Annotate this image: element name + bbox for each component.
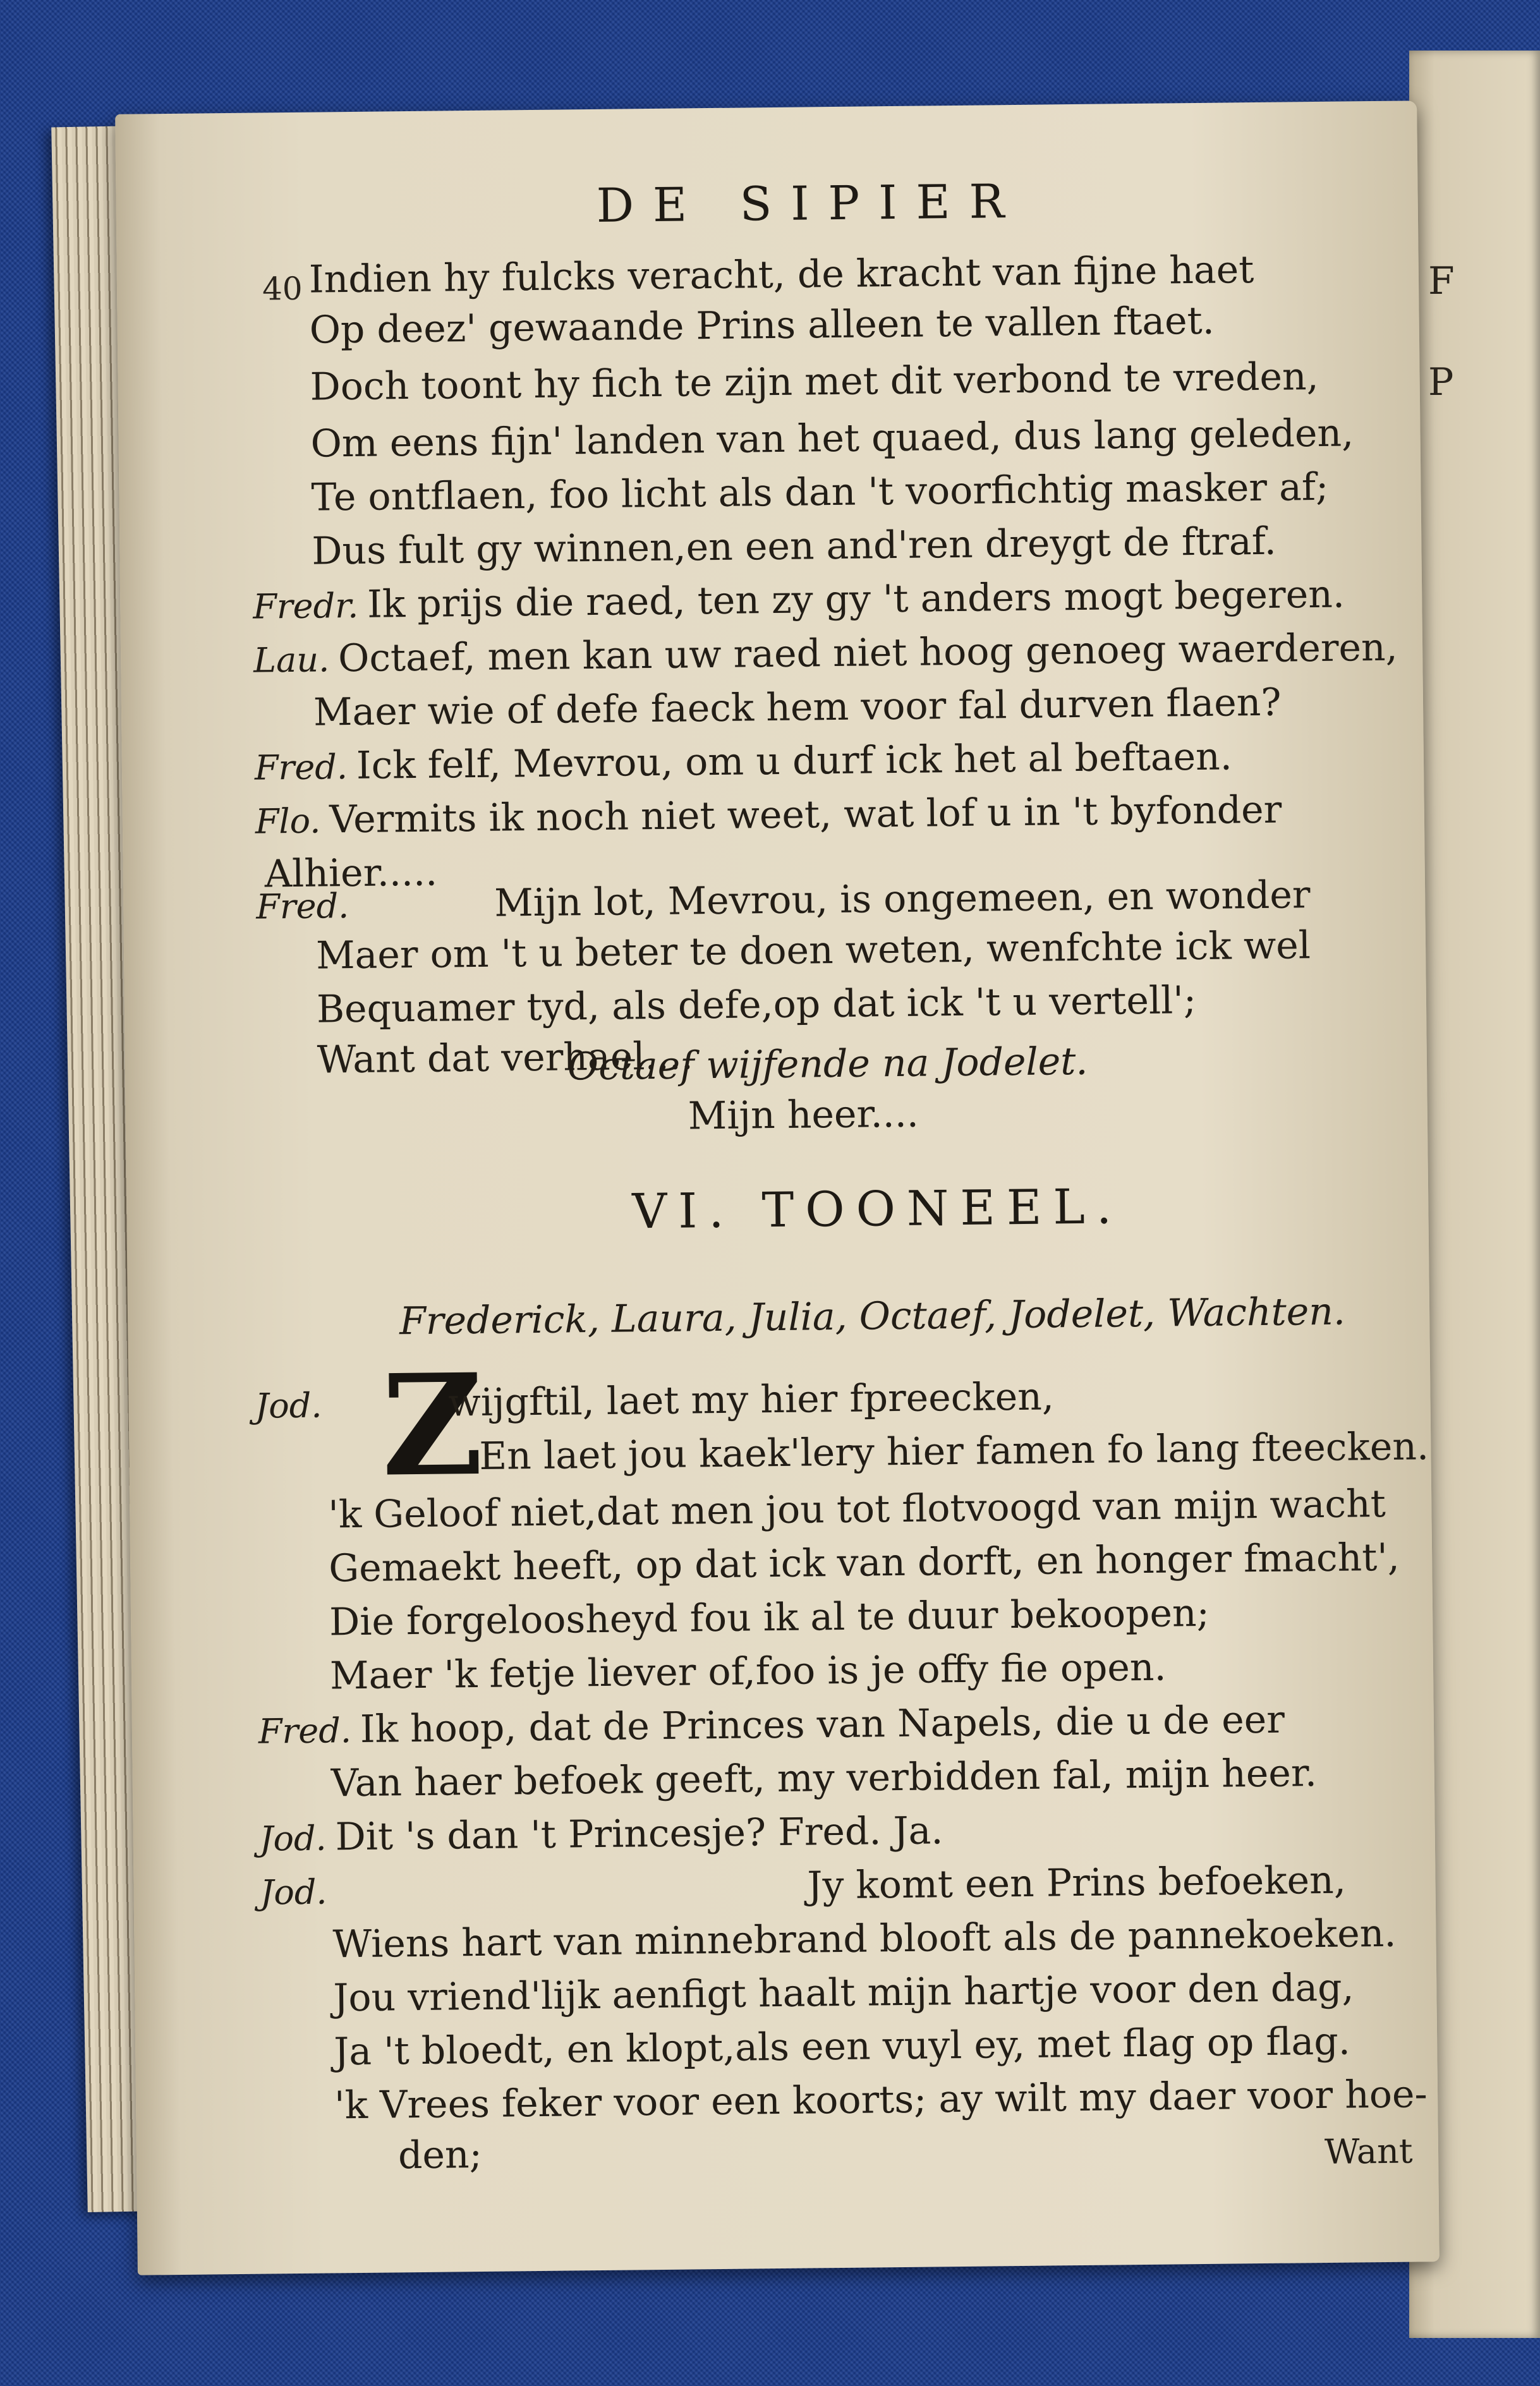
verse-line: Bequamer tyd, als defe,op dat ick 't u vertell'; <box>316 978 1197 1032</box>
verse-line: Maer om 't u beter te doen weten, wenfchte ick wel <box>315 923 1311 978</box>
verse-line: Jod. Jy komt een Prins befoeken, <box>260 1858 1347 1913</box>
verse-line: Fred. Mijn lot, Mevrou, is ongemeen, en wonder <box>255 873 1311 927</box>
verse-line: Alhier..... <box>264 850 438 897</box>
verse-line: Flo. Vermits ik noch niet weet, wat lof u in 't byfonder <box>255 787 1282 842</box>
verse-line: Dus fult gy winnen,en een and'ren dreygt de ftraf. <box>312 519 1277 574</box>
verse-line: Jou vriend'lijk aenfigt haalt mijn hartje voor den dag, <box>333 1965 1354 2021</box>
verse-line: Indien hy fulcks veracht, de kracht van fijne haet <box>308 248 1254 302</box>
facing-page-fragment: F <box>1428 259 1455 303</box>
verse-line: 'k Vrees feker voor een koorts; ay wilt my daer voor hoe- <box>334 2072 1428 2128</box>
verse-line: Gemaekt heeft, op dat ick van dorft, en honger fmacht', <box>328 1535 1400 1591</box>
cast-list: Frederick, Laura, Julia, Octaef, Jodelet, Wachten. <box>399 1289 1346 1344</box>
scene-title: VI. TOONEEL. <box>631 1178 1124 1240</box>
verse-line: Van haer befoek geeft, my verbidden fal, mijn heer. <box>330 1751 1318 1806</box>
page-number: 40 <box>262 270 303 308</box>
catchword: Want <box>1324 2131 1413 2172</box>
verse-line: En laet jou kaek'lery hier famen fo lang fteecken. <box>479 1424 1429 1479</box>
verse-line: 'k Geloof niet,dat men jou tot flotvoogd van mijn wacht <box>328 1481 1386 1537</box>
verse-line: Mijn heer.... <box>688 1091 919 1139</box>
verse-line: Fred. Ik hoop, dat de Princes van Napels, die u de eer <box>258 1697 1285 1752</box>
verse-line: Ja 't bloedt, en klopt,als een vuyl ey, met flag op flag. <box>333 2019 1351 2074</box>
verse-line: Op deez' gewaande Prins alleen te vallen ftaet. <box>309 298 1215 353</box>
drop-initial: Z <box>380 1342 484 1508</box>
verse-line: Lau. Octaef, men kan uw raed niet hoog genoeg waerderen, <box>253 625 1398 681</box>
facing-page-fragment: P <box>1428 360 1454 404</box>
verse-line: Doch toont hy fich te zijn met dit verbond te vreden, <box>310 354 1319 409</box>
verse-line: Want dat verhael.... <box>317 1034 694 1082</box>
verse-line: Jod. wijgftil, laet my hier fpreecken, <box>255 1374 1055 1426</box>
verse-line: Jod. Dit 's dan 't Princesje? Fred. Ja. <box>259 1808 943 1860</box>
verse-line: Die forgeloosheyd fou ik al te duur bekoopen; <box>329 1590 1210 1645</box>
verse-line: Fred. Ick felf, Mevrou, om u durf ick het al beftaen. <box>254 734 1233 788</box>
verse-line: Maer 'k fetje liever of,foo is je offy fie open. <box>329 1645 1167 1699</box>
verse-line: Te ontflaen, foo licht als dan 't voorfichtig masker af; <box>311 464 1329 520</box>
verse-line: Om eens fijn' landen van het quaed, dus lang geleden, <box>310 411 1354 466</box>
verse-line: Fredr. Ik prijs die raed, ten zy gy 't anders mogt begeren. <box>252 572 1345 627</box>
stage-direction: Octaef wijfende na Jodelet. <box>567 1039 1088 1089</box>
verse-line: Wiens hart van minnebrand blooft als de pannekoeken. <box>332 1911 1397 1967</box>
running-head: DE SIPIER <box>596 174 1024 233</box>
book-page <box>115 100 1440 2275</box>
verse-line: Maer wie of defe faeck hem voor fal durven flaen? <box>313 680 1282 735</box>
verse-line: den; <box>397 2132 483 2178</box>
